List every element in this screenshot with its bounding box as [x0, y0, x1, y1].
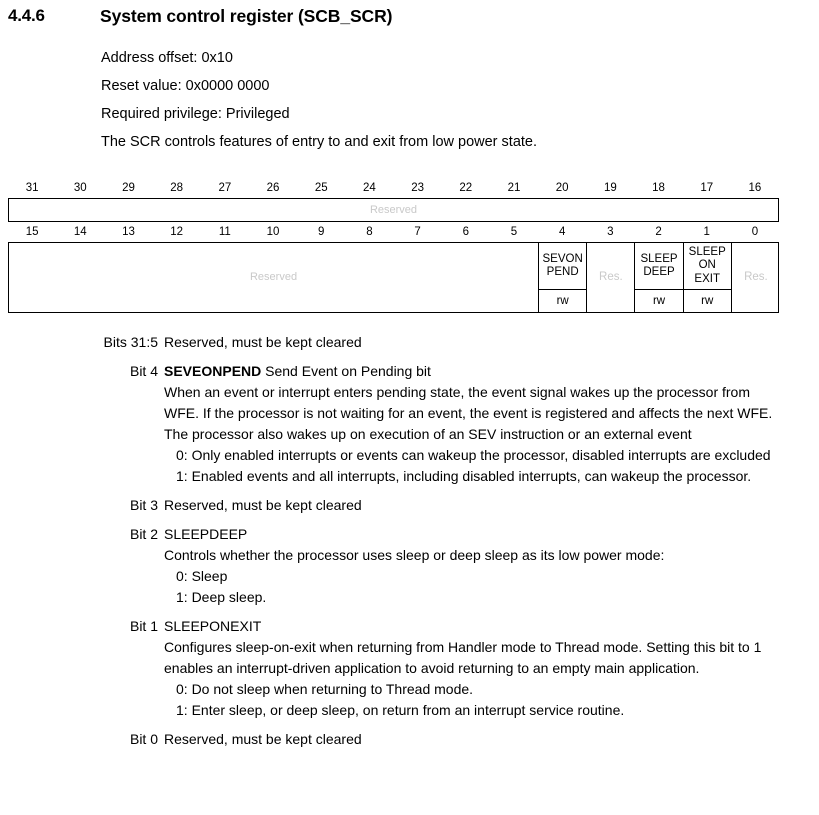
- bit-number-22: 22: [459, 182, 473, 194]
- bit-description-text: Reserved, must be kept cleared: [164, 731, 362, 747]
- bit-number-25: 25: [314, 182, 328, 194]
- bit-value-option: 0: Only enabled interrupts or events can wakeup the processor, disabled interrupts are excluded: [176, 447, 771, 463]
- bit-number-26: 26: [266, 182, 280, 194]
- bit-description-body: [164, 495, 786, 516]
- block-spacer: [0, 487, 819, 495]
- bit-number-3: 3: [607, 226, 614, 238]
- bit-number-29: 29: [122, 182, 135, 194]
- bit-description-text: Reserved, must be kept cleared: [164, 334, 362, 350]
- section-number: 4.4.6: [8, 6, 45, 25]
- bit-number-20: 20: [555, 182, 569, 194]
- bit-number-8: 8: [366, 226, 373, 238]
- bit-numbers-low: [0, 222, 819, 242]
- bit-field-name: Res.: [599, 270, 623, 283]
- bit-field-name: SLEEP ON EXIT: [688, 245, 726, 285]
- bit-description-label: Bit 3: [129, 497, 158, 513]
- bit-number-13: 13: [122, 226, 135, 238]
- bit-value-option: 0: Sleep: [176, 568, 228, 584]
- bit-field-name: Reserved: [249, 270, 298, 283]
- bit-number-14: 14: [73, 226, 87, 238]
- bit-number-27: 27: [218, 182, 232, 194]
- bit-field-reserved: [9, 243, 539, 312]
- bit-description-text: The processor also wakes up on execution of an SEV instruction or an external event: [164, 426, 692, 442]
- bit-field-access: rw: [684, 289, 731, 312]
- bit-field-res: [732, 243, 780, 312]
- required-privilege-line: Required privilege: Privileged: [101, 106, 290, 122]
- bit-number-15: 15: [25, 226, 39, 238]
- bit-field-name: SLEEP DEEP: [640, 252, 678, 278]
- bit-description-body: [164, 729, 786, 750]
- bit-number-4: 4: [558, 226, 566, 238]
- bit-number-10: 10: [266, 226, 280, 238]
- bit-value-option: 1: Enabled events and all interrupts, including disabled interrupts, can wakeup the processor.: [176, 468, 752, 484]
- register-row-high: [8, 198, 779, 222]
- bit-description-label: Bit 2: [129, 526, 158, 542]
- bit-field-access: rw: [539, 289, 586, 312]
- bit-number-28: 28: [170, 182, 184, 194]
- bit-numbers-high: [0, 178, 819, 198]
- block-spacer: [0, 608, 819, 616]
- bit-field-sevon-pend: [539, 243, 587, 312]
- bit-value-option: 0: Do not sleep when returning to Thread mode.: [176, 681, 474, 697]
- bit-number-24: 24: [363, 182, 376, 194]
- bit-number-9: 9: [318, 226, 325, 238]
- bit-number-17: 17: [700, 182, 714, 194]
- bit-value-option: 1: Enter sleep, or deep sleep, on return from an interrupt service routine.: [176, 702, 625, 718]
- reset-value-line: Reset value: 0x0000 0000: [101, 78, 270, 94]
- bit-description-text: Controls whether the processor uses sleep or deep sleep as its low power mode:: [164, 547, 665, 563]
- bit-number-21: 21: [507, 182, 521, 194]
- block-spacer: [0, 353, 819, 361]
- page-title: System control register (SCB_SCR): [100, 6, 393, 26]
- bit-description-block: [0, 729, 819, 750]
- bit-description-label: Bit 1: [129, 618, 158, 634]
- bit-description-block: [0, 616, 819, 721]
- register-row-low: [8, 242, 779, 313]
- bit-description-body: [164, 332, 786, 353]
- bit-description-label: Bit 0: [129, 731, 158, 747]
- bit-description-body: [164, 361, 786, 487]
- bit-number-12: 12: [170, 226, 184, 238]
- bit-number-11: 11: [218, 226, 231, 238]
- bit-field-access: rw: [635, 289, 682, 312]
- bit-field-res: [587, 243, 635, 312]
- register-intro: [101, 44, 801, 156]
- bit-number-31: 31: [25, 182, 39, 194]
- bit-description-text: SEVEONPEND Send Event on Pending bit: [164, 363, 431, 379]
- bit-number-23: 23: [411, 182, 424, 194]
- bit-number-2: 2: [655, 226, 662, 238]
- bit-field-name: Res.: [744, 270, 768, 283]
- bit-descriptions: [0, 332, 819, 758]
- bit-description-text: SLEEPDEEP: [164, 526, 248, 542]
- bit-description-label: Bits 31:5: [103, 334, 158, 350]
- bit-field-mnemonic: SEVEONPEND: [164, 363, 262, 379]
- block-spacer: [0, 750, 819, 758]
- block-spacer: [0, 721, 819, 729]
- bit-number-30: 30: [73, 182, 87, 194]
- bit-field-name: SEVON PEND: [542, 252, 583, 278]
- bit-number-16: 16: [748, 182, 762, 194]
- bit-description-block: [0, 495, 819, 516]
- bit-number-18: 18: [652, 182, 665, 194]
- bit-number-19: 19: [603, 182, 617, 194]
- bit-field-sleep-on-exit: [684, 243, 732, 312]
- register-bit-diagram: [0, 178, 819, 307]
- bit-number-1: 1: [703, 226, 710, 238]
- bit-description-block: [0, 332, 819, 353]
- page-heading: [0, 6, 819, 32]
- bit-number-6: 6: [462, 226, 469, 238]
- block-spacer: [0, 516, 819, 524]
- bit-description-text: SLEEPONEXIT: [164, 618, 262, 634]
- bit-description-body: [164, 616, 786, 721]
- bit-number-0: 0: [751, 226, 759, 238]
- bit-value-option: 1: Deep sleep.: [176, 589, 267, 605]
- bit-description-block: [0, 361, 819, 487]
- bit-field-sleep-deep: [635, 243, 683, 312]
- register-summary-line: The SCR controls features of entry to and exit from low power state.: [101, 134, 537, 150]
- address-offset-line: Address offset: 0x10: [101, 50, 233, 66]
- bit-number-5: 5: [510, 226, 518, 238]
- bit-number-7: 7: [414, 226, 421, 238]
- bit-description-text: When an event or interrupt enters pending state, the event signal wakes up the processor from WFE. If the processor is not waiting for an event, the event is registered and affects the next WFE.: [164, 384, 773, 421]
- reserved-label-high: Reserved: [369, 204, 418, 216]
- bit-description-body: [164, 524, 786, 608]
- bit-description-text: Reserved, must be kept cleared: [164, 497, 362, 513]
- bit-description-block: [0, 524, 819, 608]
- bit-description-text: Configures sleep-on-exit when returning from Handler mode to Thread mode. Setting this bit to 1 enables an interrupt-driven application to avoid returning to an empty main application.: [164, 639, 762, 676]
- bit-description-label: Bit 4: [129, 363, 158, 379]
